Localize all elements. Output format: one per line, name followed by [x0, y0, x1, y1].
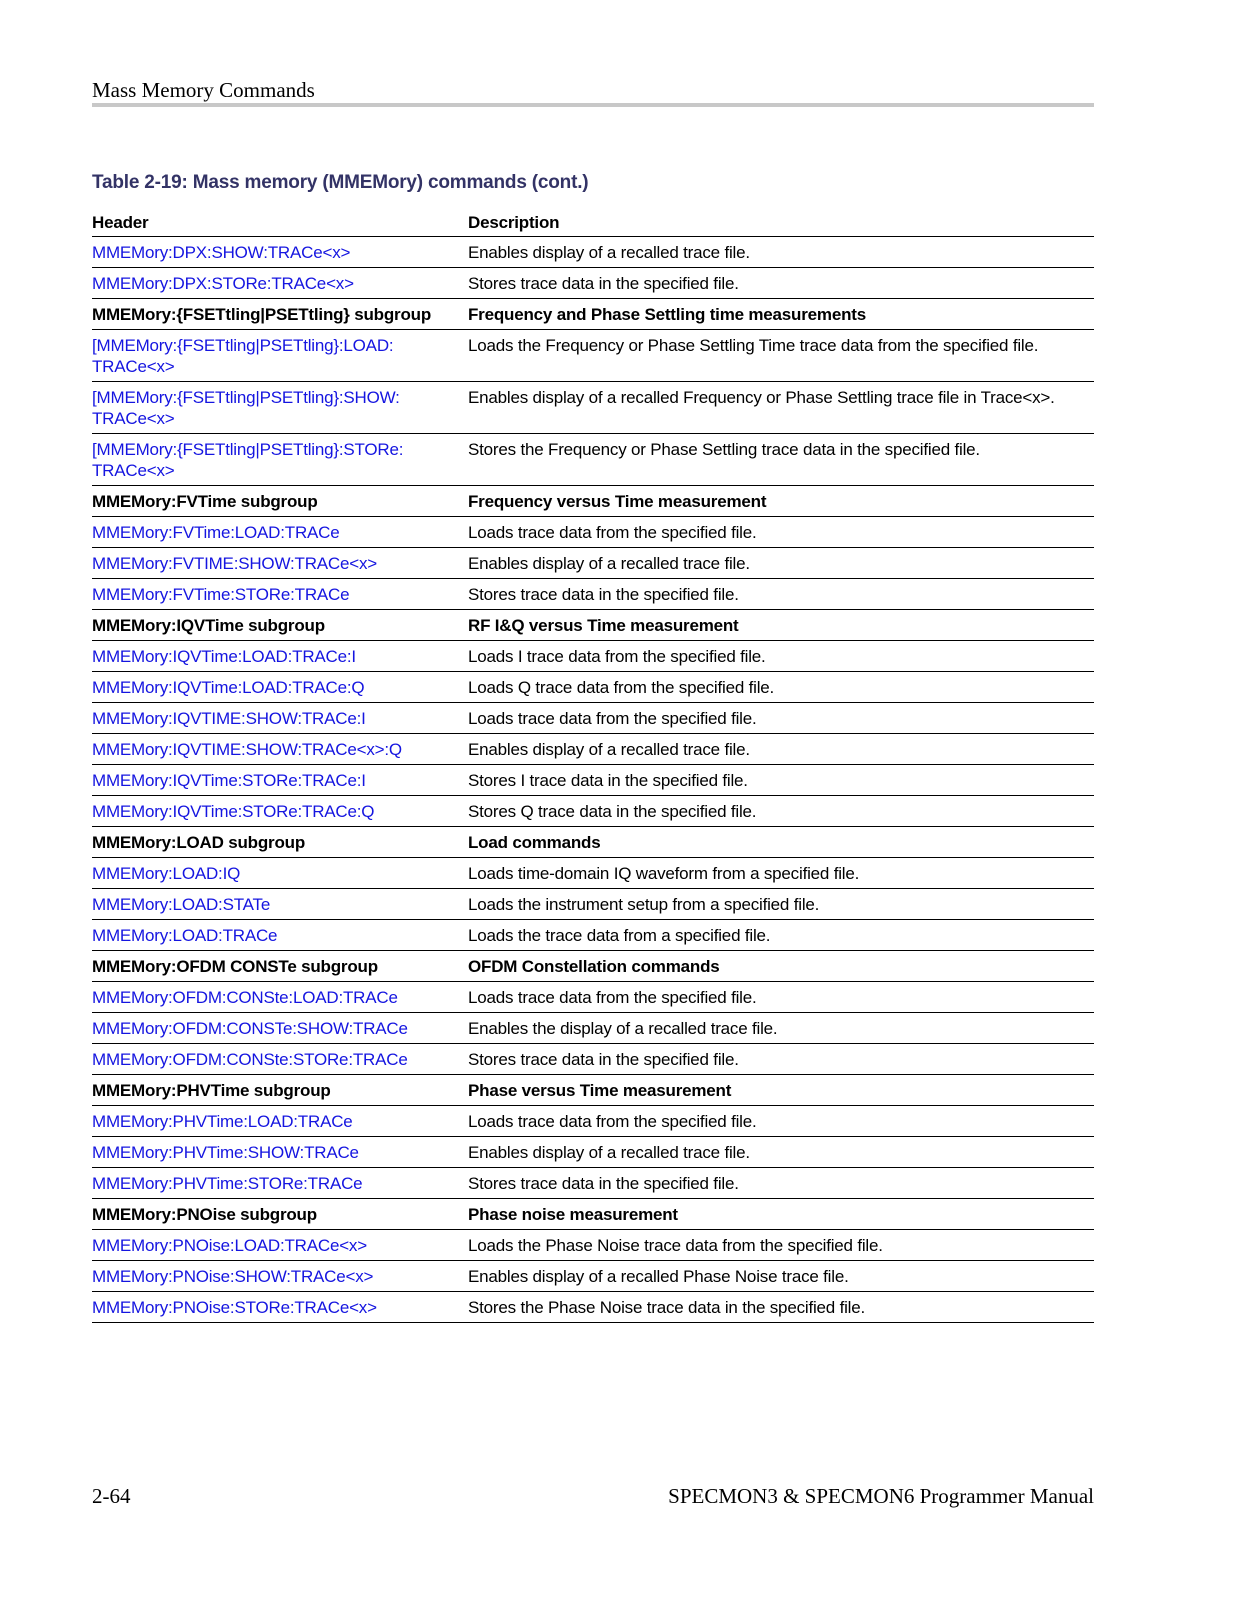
command-description: Enables display of a recalled trace file. [468, 1137, 1094, 1168]
column-header-description: Description [468, 209, 1094, 237]
command-row [92, 517, 1094, 548]
command-link[interactable]: MMEMory:IQVTIME:SHOW:TRACe<x>:Q [92, 734, 468, 765]
command-link[interactable]: MMEMory:OFDM:CONSTe:SHOW:TRACe [92, 1013, 468, 1044]
command-description: Stores trace data in the specified file. [468, 579, 1094, 610]
command-row [92, 579, 1094, 610]
command-link[interactable]: [MMEMory:{FSETtling|PSETtling}:STORe: TRACe<x> [92, 434, 468, 486]
command-description: Enables display of a recalled trace file. [468, 548, 1094, 579]
command-link[interactable]: MMEMory:PNOise:LOAD:TRACe<x> [92, 1230, 468, 1261]
command-row [92, 330, 1094, 382]
header-divider [92, 103, 1094, 107]
subgroup-description: RF I&Q versus Time measurement [468, 610, 1094, 641]
page-number: 2-64 [92, 1484, 131, 1508]
subgroup-title: MMEMory:FVTime subgroup [92, 486, 468, 517]
command-description: Stores the Phase Noise trace data in the specified file. [468, 1292, 1094, 1323]
command-row [92, 1230, 1094, 1261]
command-description: Loads the instrument setup from a specified file. [468, 889, 1094, 920]
command-description: Loads trace data from the specified file. [468, 517, 1094, 548]
command-description: Loads trace data from the specified file. [468, 982, 1094, 1013]
command-link[interactable]: MMEMory:PNOise:SHOW:TRACe<x> [92, 1261, 468, 1292]
command-row [92, 703, 1094, 734]
command-link[interactable]: MMEMory:IQVTime:STORe:TRACe:Q [92, 796, 468, 827]
command-link[interactable]: MMEMory:DPX:SHOW:TRACe<x> [92, 237, 468, 268]
command-description: Stores the Frequency or Phase Settling trace data in the specified file. [468, 434, 1094, 486]
subgroup-title: MMEMory:PHVTime subgroup [92, 1075, 468, 1106]
command-description: Loads the Phase Noise trace data from the specified file. [468, 1230, 1094, 1261]
command-description: Loads the Frequency or Phase Settling Time trace data from the specified file. [468, 330, 1094, 382]
command-row [92, 765, 1094, 796]
command-row [92, 1106, 1094, 1137]
command-description: Stores trace data in the specified file. [468, 268, 1094, 299]
subgroup-row [92, 610, 1094, 641]
command-link[interactable]: MMEMory:DPX:STORe:TRACe<x> [92, 268, 468, 299]
command-row [92, 796, 1094, 827]
command-link[interactable]: MMEMory:FVTIME:SHOW:TRACe<x> [92, 548, 468, 579]
command-link[interactable]: MMEMory:OFDM:CONSte:LOAD:TRACe [92, 982, 468, 1013]
command-row [92, 1044, 1094, 1075]
subgroup-title: MMEMory:PNOise subgroup [92, 1199, 468, 1230]
command-link[interactable]: MMEMory:IQVTime:STORe:TRACe:I [92, 765, 468, 796]
command-row [92, 237, 1094, 268]
command-link[interactable]: MMEMory:LOAD:TRACe [92, 920, 468, 951]
command-link[interactable]: MMEMory:PHVTime:STORe:TRACe [92, 1168, 468, 1199]
command-row [92, 1168, 1094, 1199]
subgroup-description: Frequency versus Time measurement [468, 486, 1094, 517]
table-header-row [92, 209, 1094, 237]
subgroup-description: Phase versus Time measurement [468, 1075, 1094, 1106]
command-row [92, 1261, 1094, 1292]
command-row [92, 858, 1094, 889]
command-link[interactable]: MMEMory:IQVTime:LOAD:TRACe:Q [92, 672, 468, 703]
command-link[interactable]: MMEMory:PNOise:STORe:TRACe<x> [92, 1292, 468, 1323]
command-row [92, 382, 1094, 434]
column-header-header: Header [92, 209, 468, 237]
command-link[interactable]: MMEMory:LOAD:IQ [92, 858, 468, 889]
command-row [92, 734, 1094, 765]
command-link[interactable]: MMEMory:OFDM:CONSte:STORe:TRACe [92, 1044, 468, 1075]
subgroup-row [92, 1075, 1094, 1106]
commands-table [92, 209, 1094, 1323]
command-description: Stores trace data in the specified file. [468, 1044, 1094, 1075]
command-description: Stores I trace data in the specified file. [468, 765, 1094, 796]
manual-title: SPECMON3 & SPECMON6 Programmer Manual [668, 1484, 1094, 1508]
command-description: Enables the display of a recalled trace file. [468, 1013, 1094, 1044]
command-description: Loads Q trace data from the specified file. [468, 672, 1094, 703]
command-row [92, 548, 1094, 579]
subgroup-description: Phase noise measurement [468, 1199, 1094, 1230]
command-row [92, 1137, 1094, 1168]
command-link[interactable]: MMEMory:IQVTime:LOAD:TRACe:I [92, 641, 468, 672]
subgroup-row [92, 299, 1094, 330]
command-row [92, 1013, 1094, 1044]
table-title: Table 2-19: Mass memory (MMEMory) commands (cont.) [92, 172, 589, 193]
command-description: Stores trace data in the specified file. [468, 1168, 1094, 1199]
subgroup-title: MMEMory:{FSETtling|PSETtling} subgroup [92, 299, 468, 330]
subgroup-description: OFDM Constellation commands [468, 951, 1094, 982]
subgroup-row [92, 486, 1094, 517]
command-link[interactable]: MMEMory:FVTime:STORe:TRACe [92, 579, 468, 610]
subgroup-description: Load commands [468, 827, 1094, 858]
subgroup-row [92, 827, 1094, 858]
command-description: Enables display of a recalled Phase Noise trace file. [468, 1261, 1094, 1292]
command-link[interactable]: MMEMory:IQVTIME:SHOW:TRACe:I [92, 703, 468, 734]
command-link[interactable]: [MMEMory:{FSETtling|PSETtling}:SHOW: TRACe<x> [92, 382, 468, 434]
subgroup-description: Frequency and Phase Settling time measurements [468, 299, 1094, 330]
command-link[interactable]: MMEMory:PHVTime:SHOW:TRACe [92, 1137, 468, 1168]
command-row [92, 672, 1094, 703]
command-row [92, 434, 1094, 486]
command-row [92, 268, 1094, 299]
subgroup-title: MMEMory:IQVTime subgroup [92, 610, 468, 641]
command-description: Stores Q trace data in the specified file. [468, 796, 1094, 827]
command-description: Loads time-domain IQ waveform from a specified file. [468, 858, 1094, 889]
subgroup-row [92, 951, 1094, 982]
command-link[interactable]: [MMEMory:{FSETtling|PSETtling}:LOAD: TRACe<x> [92, 330, 468, 382]
subgroup-title: MMEMory:LOAD subgroup [92, 827, 468, 858]
command-link[interactable]: MMEMory:FVTime:LOAD:TRACe [92, 517, 468, 548]
command-row [92, 641, 1094, 672]
command-row [92, 982, 1094, 1013]
command-description: Enables display of a recalled trace file. [468, 734, 1094, 765]
command-link[interactable]: MMEMory:PHVTime:LOAD:TRACe [92, 1106, 468, 1137]
command-description: Loads I trace data from the specified file. [468, 641, 1094, 672]
table-body [92, 237, 1094, 1323]
subgroup-row [92, 1199, 1094, 1230]
command-row [92, 889, 1094, 920]
command-description: Enables display of a recalled Frequency or Phase Settling trace file in Trace<x>. [468, 382, 1094, 434]
subgroup-title: MMEMory:OFDM CONSTe subgroup [92, 951, 468, 982]
command-description: Loads trace data from the specified file. [468, 703, 1094, 734]
running-head: Mass Memory Commands [92, 78, 315, 102]
command-link[interactable]: MMEMory:LOAD:STATe [92, 889, 468, 920]
command-description: Loads trace data from the specified file. [468, 1106, 1094, 1137]
command-description: Enables display of a recalled trace file. [468, 237, 1094, 268]
command-row [92, 1292, 1094, 1323]
command-description: Loads the trace data from a specified file. [468, 920, 1094, 951]
command-row [92, 920, 1094, 951]
